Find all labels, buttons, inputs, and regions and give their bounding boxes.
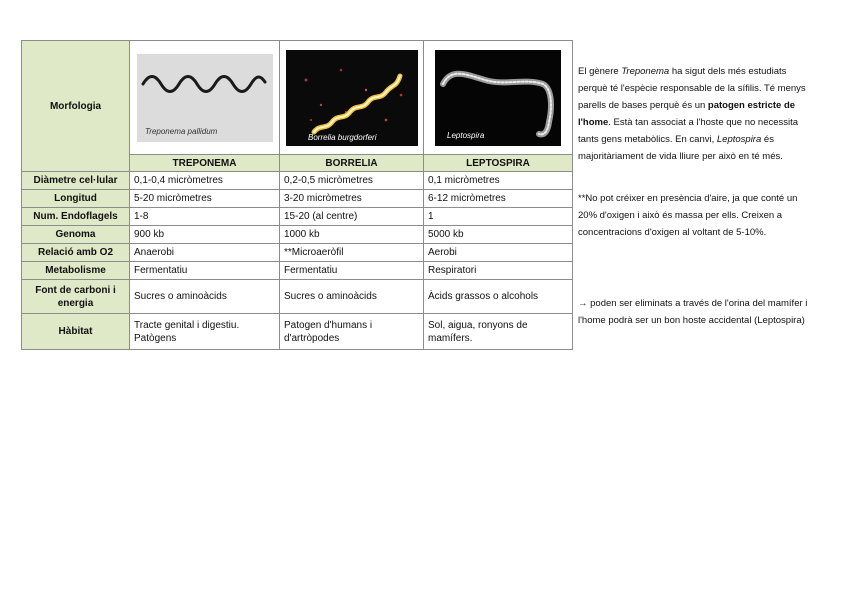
treponema-caption: Treponema pallidum [144, 126, 217, 136]
note-italic-treponema: Treponema [621, 66, 670, 77]
note-text: és majoritàriament de vida lliure per això en té més. [578, 134, 783, 162]
table-row [22, 280, 573, 314]
note-treponema-genome [578, 63, 818, 165]
table-cell: 0,2-0,5 micròmetres [280, 172, 424, 190]
table-row [22, 262, 573, 280]
table-cell: 15-20 (al centre) [280, 208, 424, 226]
note-text: El gènere [578, 66, 622, 77]
table-cell: 1-8 [130, 208, 280, 226]
table-cell: Fermentatiu [280, 262, 424, 280]
header-borrelia: BORRELIA [280, 155, 424, 172]
header-treponema: TREPONEMA [130, 155, 280, 172]
table-row [22, 208, 573, 226]
table-cell: Respiratori [424, 262, 573, 280]
row-label: Num. Endoflagels [22, 208, 130, 226]
table-cell: 6-12 micròmetres [424, 190, 573, 208]
note-leptospira-host: → poden ser eliminats a través de l'orina del mamífer i l'home podrà ser un bon hoste accidental (Leptospira) [578, 298, 808, 326]
morphology-label: Morfologia [22, 41, 130, 172]
row-label: Longitud [22, 190, 130, 208]
morphology-row [22, 41, 573, 155]
header-leptospira: LEPTOSPIRA [424, 155, 573, 172]
table-cell: 0,1-0,4 micròmetres [130, 172, 280, 190]
table-cell: Anaerobi [130, 244, 280, 262]
note-bold-pathogen: patogen estricte de l'home [578, 100, 796, 128]
row-label: Relació amb O2 [22, 244, 130, 262]
row-label: Diàmetre cel·lular [22, 172, 130, 190]
table-cell: Fermentatiu [130, 262, 280, 280]
table-cell: 0,1 micròmetres [424, 172, 573, 190]
table-row [22, 314, 573, 350]
table-cell: Patogen d'humans i d'artròpodes [280, 314, 424, 350]
table-cell: Sucres o aminoàcids [280, 280, 424, 314]
table-cell: 1000 kb [280, 226, 424, 244]
row-label: Font de carboni i energia [22, 280, 130, 314]
note-text: ha sigut dels més estudiats perquè té l'espècie responsable de la sífilis. Té menys parells de bases perquè és un [578, 66, 806, 111]
note-microaerophile: **No pot créixer en presència d'aire, ja que conté un 20% d'oxigen i això és massa per ells. Creixen a concentracions d'oxigen al voltant de 5-10%. [578, 193, 798, 238]
treponema-image-cell [130, 41, 280, 155]
leptospira-micrograph-icon [435, 50, 561, 146]
row-label: Hàbitat [22, 314, 130, 350]
borrelia-micrograph-icon [286, 50, 418, 146]
table-cell: 900 kb [130, 226, 280, 244]
table-row [22, 172, 573, 190]
leptospira-image-cell [424, 41, 573, 155]
borrelia-image-cell [280, 41, 424, 155]
table-row [22, 244, 573, 262]
leptospira-caption: Leptospira [447, 130, 485, 140]
table-cell: Sol, aigua, ronyons de mamífers. [424, 314, 573, 350]
note-italic-leptospira: Leptospira [716, 134, 762, 145]
table-cell: 5-20 micròmetres [130, 190, 280, 208]
table-cell: Tracte genital i digestiu. Patògens [130, 314, 280, 350]
note-text: . Està tan associat a l'hoste que no necessita tants gens metabòlics. En canvi, [578, 117, 799, 145]
row-label: Metabolisme [22, 262, 130, 280]
table-cell: Aerobi [424, 244, 573, 262]
table-row [22, 190, 573, 208]
table-cell: 3-20 micròmetres [280, 190, 424, 208]
comparison-table [21, 40, 573, 350]
table-cell: **Microaeròfil [280, 244, 424, 262]
table-cell: Àcids grassos o alcohols [424, 280, 573, 314]
borrelia-caption: Borrelia burgdorferi [307, 132, 376, 142]
table-cell: 5000 kb [424, 226, 573, 244]
treponema-micrograph-icon [137, 54, 273, 142]
row-label: Genoma [22, 226, 130, 244]
table-row [22, 226, 573, 244]
table-cell: 1 [424, 208, 573, 226]
table-cell: Sucres o aminoàcids [130, 280, 280, 314]
